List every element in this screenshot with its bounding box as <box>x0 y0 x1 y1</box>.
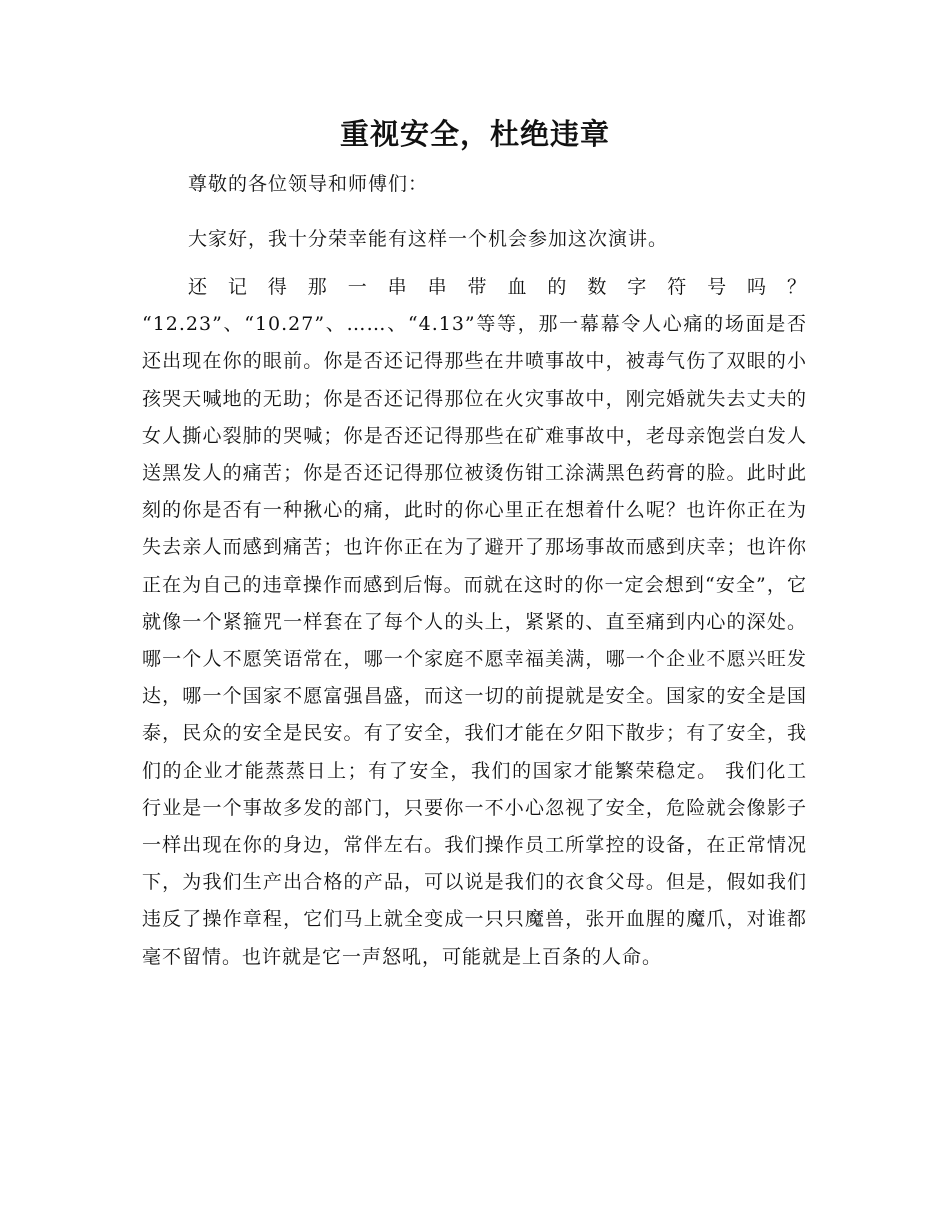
intro-paragraph: 大家好，我十分荣幸能有这样一个机会参加这次演讲。 <box>188 228 669 250</box>
document-title: 重视安全，杜绝违章 <box>339 117 610 151</box>
greeting-paragraph: 尊敬的各位领导和师傅们： <box>188 173 429 195</box>
body-paragraph: 还记得那一串串带血的数字符号吗？ “12.23”、“10.27”、……、“4.13”等等，那一幕幕令人心痛的场面是否还出现在你的眼前。你是否还记得那些在井喷事故中，被毒气伤了双眼的小孩哭天喊地的无助；你是否还记得那位在火灾事故中，刚完婚就失去丈夫的女人撕心裂肺的哭喊；你是否还记得那些在矿难事故中，老母亲饱尝白发人送黑发人的痛苦；你是否还记得那位被烫伤钳工涂满黑色药膏的脸。此时此刻的你是否有一种揪心的痛，此时的你心里正在想着什么呢？也许你正在为失去亲人而感到痛苦；也许你正在为了避开了那场事故而感到庆幸；也许你正在为自己的违章操作而感到后悔。而就在这时的你一定会想到“安全”，它就像一个紧箍咒一样套在了每个人的头上，紧紧的、直至痛到内心的深处。 哪一个人不愿笑语常在，哪一个家庭不愿幸福美满，哪一个企业不愿兴旺发达，哪一个国家不愿富强昌盛，而这一切的前提就是安全。国家的安全是国泰，民众的安全是民安。有了安全，我们才能在夕阳下散步；有了安全，我们的企业才能蒸蒸日上；有了安全，我们的国家才能繁荣稳定。 我们化工行业是一个事故多发的部门，只要你一不小心忽视了安全，危险就会像影子一样出现在你的身边，常伴左右。我们操作员工所掌控的设备，在正常情况下，为我们生产出合格的产品，可以说是我们的衣食父母。但是，假如我们违反了操作章程，它们马上就全变成一只只魔兽，张开血腥的魔爪，对谁都毫不留情。也许就是它一声怒吼，可能就是上百条的人命。 <box>142 276 807 968</box>
